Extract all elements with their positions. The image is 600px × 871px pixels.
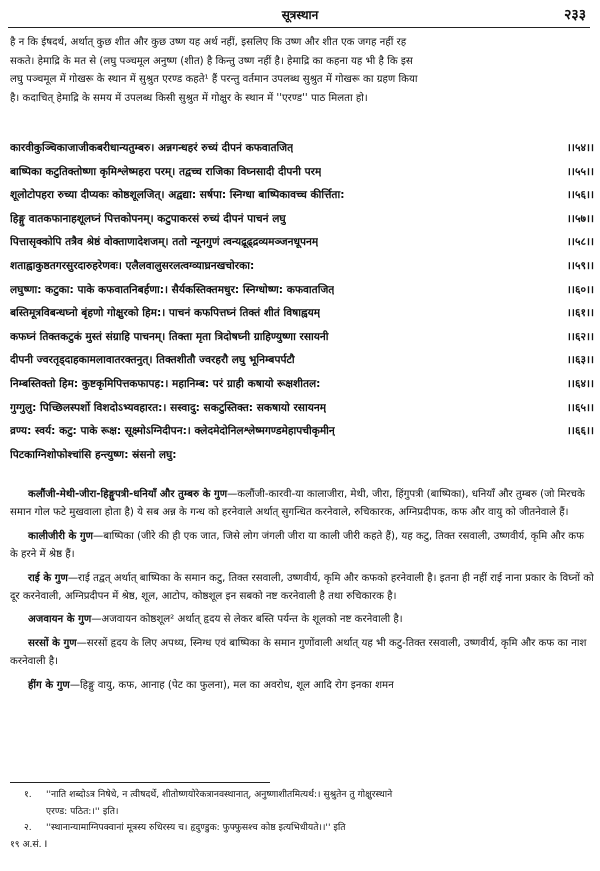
verse-number: ।।६३।। (566, 354, 594, 367)
verse-text: कफघ्नं तिक्तकटुकं मुस्तं संग्राहि पाचनम्‌। तिक्ता मृता त्रिदोषघ्नी ग्राहिण्युष्णा रसायनी (10, 330, 329, 343)
verse-text: दीपनी ज्वरतृड्‌दाहकामलावातरक्तनुत्‌। तिक्तशीतौ ज्वरहरौ लघु भूनिम्बपर्पटौ (10, 354, 295, 367)
verse-text: बाष्पिका कटुतिक्तोष्णा कृमिश्लेष्महरा परम्‌। तद्वच्च राजिका विघ्नसादी दीपनी परम्‌ (10, 165, 322, 178)
paragraph-heading: सरसों के गुण (28, 637, 77, 649)
verse-number: ।।५९।। (566, 259, 594, 272)
verse-text: निम्बस्तिक्तो हिम: कुष्टकृमिपित्तकफापह:। महानिम्ब: परं ग्राही कषायो रूक्षशीतल: (10, 377, 321, 390)
footnote-text: ''स्थानान्यामाग्निपक्वानां मूत्रस्य रुधिरस्य च। हृदुण्डुक: फुफ्फुसश्च कोष्ठ इत्यभिधीयते।।'' इति (46, 822, 346, 833)
commentary-paragraph (10, 677, 594, 695)
paragraph-text: —कलौंजी-कारवी-या कालाजीरा, मेथी, जीरा, हिंगुपत्री (बाष्पिका), धनियाँ और तुम्बरु (जो मिरचके समान गोल फटे मुखवाला होता है) ये सब अन्न के गन्ध को हरनेवाले अर्थात्‌ सुगन्धित करनेवाले, रुचिकारक, अग्निप्रदीपक, कफ और वायु को जीतनेवाले हैं। (10, 489, 585, 519)
verse-line (10, 161, 594, 185)
verse-text: बस्तिमूत्रविबन्धघ्नो बृंहणो गोक्षुरको हिम:। पाचनं कफपित्तघ्नं तिक्तं शीतं विषाह्वयम्‌ (10, 307, 321, 320)
verse-text: शूलोटोपहरा रुच्या दीप्यकः कोष्ठशूलजित्‌। अद्वद्या: सर्षपा: स्निग्धा बाष्पिकावच्च कीर्त्तिता: (10, 189, 345, 202)
paragraph-text: —अजवायन कोष्ठशूल² अर्थात्‌ हृदय से लेकर बस्ति पर्यन्त के शूलको नष्ट करनेवाली है। (91, 614, 403, 626)
verse-number: ।।६६।। (566, 425, 594, 438)
verse-number: ।।५४।। (566, 142, 594, 154)
verse-number: ।।६२।। (566, 330, 594, 343)
verse-line (10, 349, 594, 373)
footnote-text: ''नाति शब्दोऽत्र निषेधे, न त्वीषदर्थे, शीतोष्णयोरेकत्रानवस्थानात्‌, अनुष्णाशीतमित्यर्थ:। सुश्रुतेन तु गोक्षुरस्थाने (46, 789, 393, 800)
verse-line (10, 302, 594, 326)
commentary-paragraph (10, 486, 594, 523)
verse-number (590, 444, 594, 468)
verse-line (10, 279, 594, 303)
paragraph-text: —सरसों हृदय के लिए अपथ्य, स्निग्ध एवं बाष्पिका के समान गुणोंवाली अर्थात्‌ यह भी कटु-तिक्त रसवाली, उष्णवीर्य, कृमि और कफ का नाश करनेवाली है। (10, 637, 587, 668)
verse-text: व्रण्य: स्वर्य: कटु: पाके रूक्ष: सूक्ष्मोऽग्निदीपन:। क्लेदमेदोनिलश्लेष्मगण्डमेहापचीकृमीन्‌ (10, 425, 335, 438)
sanskrit-verses (10, 137, 594, 467)
commentary-section (10, 486, 594, 700)
verse-number: ।।६५।। (566, 401, 594, 414)
verse-number: ।।५७।। (566, 212, 594, 225)
running-header-title: सूत्रस्थान (281, 8, 319, 22)
page-number: २३३ (564, 7, 586, 23)
verse-text: शताह्वाकुष्ठतगरसुरदारुहरेणवः। एलैलवालुसरलत्वग्व्याघ्रनखचोरका: (10, 259, 255, 272)
verse-line (10, 420, 594, 444)
paragraph-text: —राई तद्वत्‌ अर्थात्‌ बाष्पिका के समान कटु, तिक्त रसवाली, उष्णवीर्य, कृमि और कफको हरनेवाली है। इतना ही नहीं राई नाना प्रकार के विघ्नों को दूर करनेवाली, अग्निप्रदीपन में श्रेष्ठ, शूल, आटोप, कोष्ठशूल इन सबको नष्ट करनेवाली है तथा रुचिकारक है। (10, 572, 594, 603)
intro-line: सकते। हेमाद्रि के मत से (लघु पञ्चमूल अनुष्ण (शीत) है किन्तु उष्ण नहीं है। हेमाद्रि का कहना यह भी है कि इस (10, 55, 413, 67)
verse-number: ।।६१।। (566, 307, 594, 320)
verse-line (10, 208, 594, 232)
verse-number: ।।६४।। (566, 377, 594, 390)
paragraph-text: —हिङ्गु वायु, कफ, आनाह (पेट का फुलना), मल का अवरोध, शूल आदि रोग इनका शमन (69, 679, 394, 691)
verse-line (10, 137, 594, 161)
verse-line (10, 184, 594, 208)
footnote-marker: १. (24, 789, 32, 800)
commentary-paragraph (10, 611, 594, 629)
paragraph-heading: राई के गुण (28, 572, 68, 584)
commentary-paragraph (10, 570, 594, 607)
verse-number: ।।६०।। (566, 283, 594, 296)
verse-text: हिङ्गु वातकफानाहशूलघ्नं पित्तकोपनम्‌। कटुपाकरसं रुच्यं दीपनं पाचनं लघु (10, 212, 286, 225)
intro-line: है। कदाचित्‌ हेमाद्रि के समय में उपलब्ध किसी सुश्रुत में गोक्षुर के स्थान में ''एरण्ड'' पाठ मिलता हो। (10, 92, 368, 104)
footnotes (10, 787, 594, 853)
paragraph-heading: अजवायन के गुण (28, 614, 92, 626)
signature-mark: १९ अ.सं. I (10, 838, 48, 850)
verse-text: गुग्गुलु: पिच्छिलस्पर्शो विशदोऽभ्यवहारत:। सस्वादु: सकटुस्तिक्त: सकषायो रसायनम्‌ (10, 401, 327, 414)
verse-line (10, 255, 594, 279)
header-rule (8, 27, 590, 28)
commentary-paragraph (10, 528, 594, 565)
verse-line (10, 373, 594, 397)
footnote-continuation: एरण्ड: पठित:।'' इति। (46, 805, 119, 817)
verse-line (10, 397, 594, 421)
verse-line (10, 326, 594, 350)
footnote (10, 820, 594, 837)
footnote-marker: २. (24, 822, 32, 833)
verse-text: पित्तासृक्कोपि तत्रैव श्रेष्ठं वोक्ताणादेशजम्‌। ततो न्यूनगुणं त्वन्यद्रूढ्‌द्रव्यमञ्जनधूपनम्‌ (10, 236, 319, 249)
paragraph-heading: कालीजीरी के गुण (28, 530, 94, 542)
verse-number: ।।५८।। (566, 236, 594, 249)
verse-line (10, 231, 594, 255)
commentary-paragraph (10, 635, 594, 672)
intro-line: है न कि ईषदर्थ, अर्थात्‌ कुछ शीत और कुछ उष्ण यह अर्थ नहीं, इसलिए कि उष्ण और शीत एक जगह नहीं रह (10, 37, 407, 48)
intro-line: लघु पञ्चमूल में गोखरू के स्थान में सुश्रुत एरण्ड कहते¹ हैं परन्तु वर्तमान उपलब्ध सुश्रुत में गोखरू का ग्रहण किया (10, 74, 418, 86)
intro-paragraph (10, 34, 594, 108)
paragraph-heading: कलौंजी-मेथी-जीरा-हिङ्गुपत्री-धनियाँ और तुम्बरु के गुण (28, 489, 228, 500)
verse-line (10, 444, 594, 468)
paragraph-text: —बाष्पिका (जीरे की ही एक जात, जिसे लोग जंगली जीरा या काली जीरी कहते हैं), यह कटु, तिक्त रसवाली, उष्णवीर्य, कृमि और कफ के हरने में श्रेष्ठ हैं। (10, 530, 584, 561)
verse-number: ।।५६।। (566, 189, 594, 202)
verse-text: कारवीकुञ्चिकाजाजीकबरीधान्यतुम्बरु। अन्नगन्धहरं रुच्यं दीपनं कफवातजित्‌ (10, 142, 294, 154)
footnote-rule (10, 782, 270, 783)
verse-text: पिटकाग्निशोफोश्चांसि हन्त्युष्ण: स्रंसनो लघु: (10, 448, 177, 461)
verse-text: लघुष्णा: कटुका: पाके कफवातनिबर्हणा:। सैर्यकस्तिक्तमधुर: स्निग्धोष्ण: कफवातजित्‌ (10, 283, 335, 296)
footnote (10, 787, 594, 804)
verse-number: ।।५५।। (566, 165, 594, 178)
paragraph-heading: हींग के गुण (28, 679, 70, 691)
